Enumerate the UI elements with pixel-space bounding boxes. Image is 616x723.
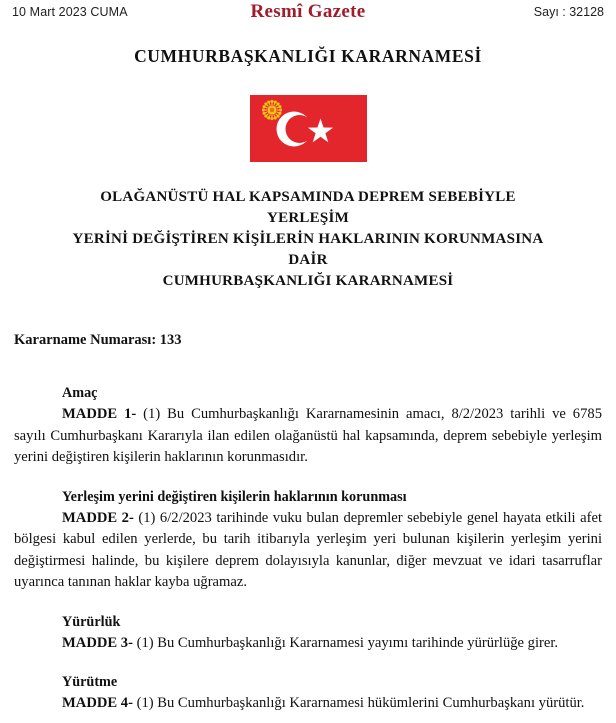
article-2-label: MADDE 2- xyxy=(62,509,134,526)
decree-number: Kararname Numarası: 133 xyxy=(14,332,182,348)
article-4-body: (1) Bu Cumhurbaşkanlığı Kararnamesi hükümlerini Cumhurbaşkanı yürütür. xyxy=(132,695,585,711)
article-2-text xyxy=(14,508,602,594)
articles-container xyxy=(14,383,602,715)
page-title-line-1: OLAĞANÜSTÜ HAL KAPSAMINDA DEPREM SEBEBİYLE YERLEŞİM xyxy=(100,189,516,226)
article-2-heading: Yerleşim yerini değiştiren kişilerin haklarının korunması xyxy=(62,488,407,505)
masthead xyxy=(0,0,616,26)
turkish-flag-icon xyxy=(250,95,367,162)
gazette-name: Resmî Gazete xyxy=(250,1,366,22)
article-4-label: MADDE 4- xyxy=(62,695,133,711)
gazette-date: 10 Mart 2023 CUMA xyxy=(12,5,128,19)
article-3-label: MADDE 3- xyxy=(62,634,133,651)
article-1-heading: Amaç xyxy=(62,385,98,401)
article-1-body: (1) Bu Cumhurbaşkanlığı Kararnamesinin amacı, 8/2/2023 tarihli ve 6785 sayılı Cumhurbaşkanı Kararıyla ilan edilen olağanüstü hal kapsamında, deprem sebebiyle yerleşim yerini değiştiren kişilerin haklarının korunmasıdır. xyxy=(14,406,602,465)
article-3-heading: Yürürlük xyxy=(62,613,121,630)
article-1-label: MADDE 1- xyxy=(62,406,137,422)
gazette-issue-number: Sayı : 32128 xyxy=(533,5,604,19)
article-4-heading: Yürütme xyxy=(62,674,118,690)
page-title-line-2: YERİNİ DEĞİŞTİREN KİŞİLERİN HAKLARININ KORUNMASINA DAİR xyxy=(72,231,544,268)
page-title xyxy=(58,187,558,292)
article-1-text xyxy=(14,404,602,469)
article-3-body: (1) Bu Cumhurbaşkanlığı Kararnamesi yayımı tarihinde yürürlüğe girer. xyxy=(132,634,559,651)
article-2-body: (1) 6/2/2023 tarihinde vuku bulan depremler sebebiyle genel hayata etkili afet bölgesi kabul edilen yerlerde, bu tarih itibarıyla yerleşim yeri bulunan kişilerin yerleşim yerini değiştirmesi halinde, bu kişilere deprem dolayısıyla kanunlar, diğer mevzuat ve idari tasarruflar uyarınca tanınan haklar kayba uğramaz. xyxy=(14,509,602,590)
article-3-text xyxy=(14,633,602,655)
article-4-text xyxy=(14,693,602,715)
document-kind-heading: CUMHURBAŞKANLIĞI KARARNAMESİ xyxy=(134,46,482,66)
emblem-container xyxy=(0,95,616,162)
page-title-line-3: CUMHURBAŞKANLIĞI KARARNAMESİ xyxy=(162,273,454,289)
article-2 xyxy=(14,487,602,594)
article-1 xyxy=(14,383,602,469)
article-3 xyxy=(14,612,602,655)
article-4 xyxy=(14,672,602,715)
